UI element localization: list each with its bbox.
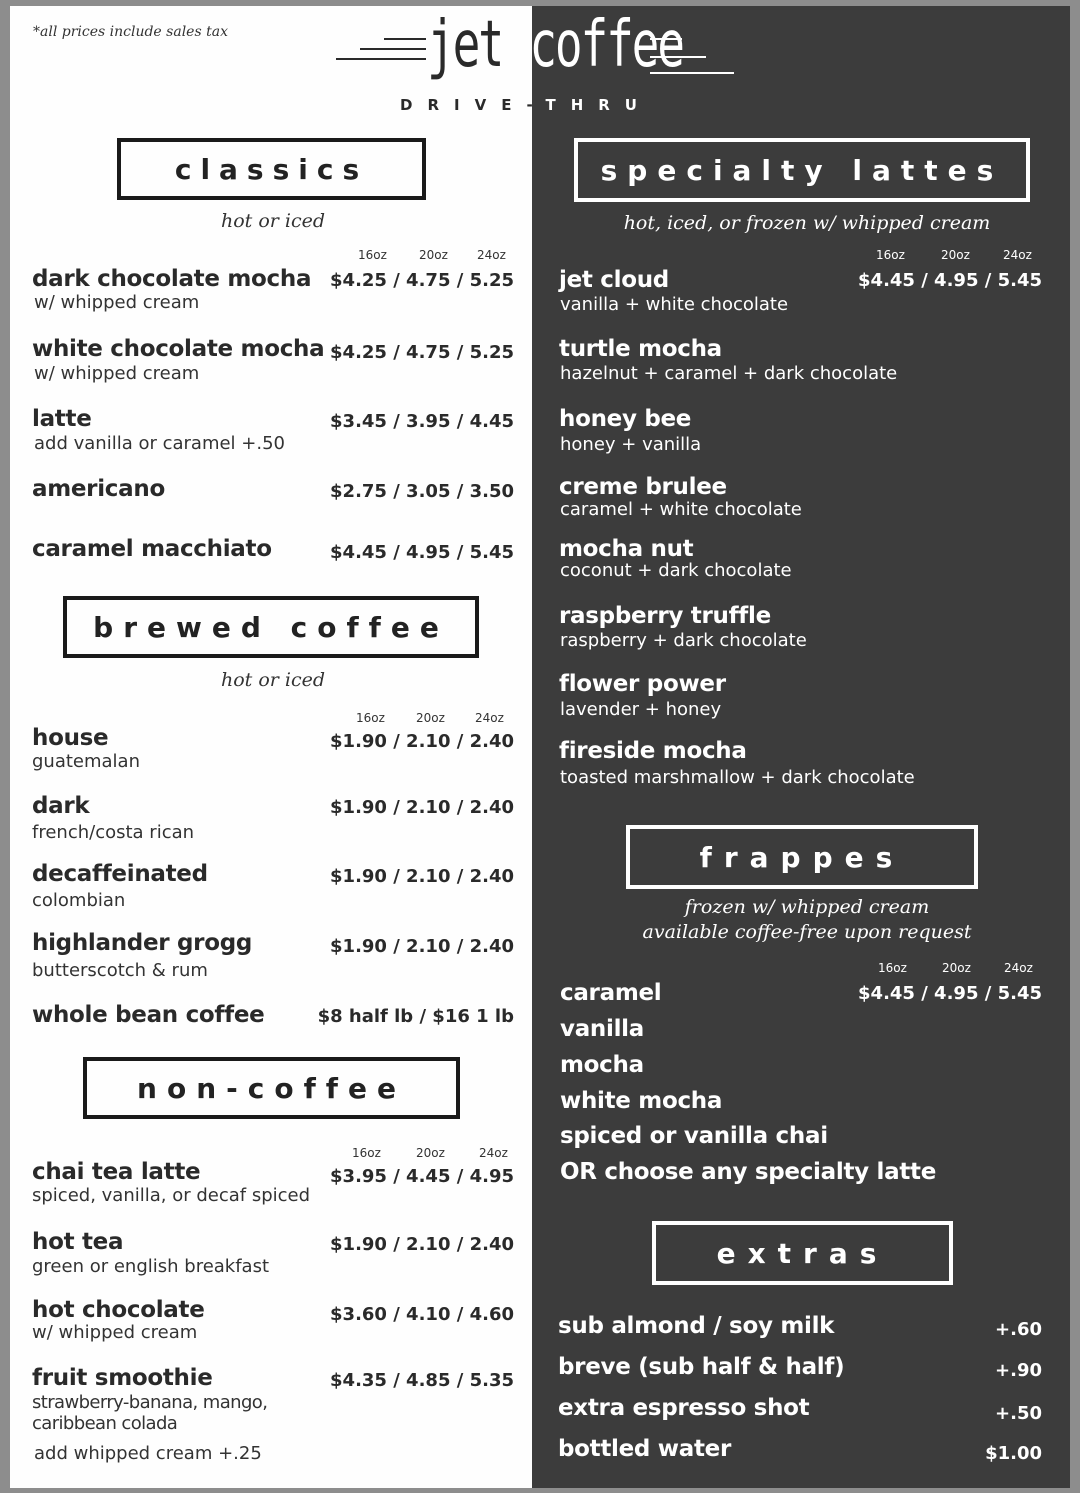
- menu-item-desc: caribbean colada: [32, 1413, 178, 1434]
- menu-item-name: raspberry truffle: [559, 603, 771, 629]
- section-title-non-coffee: non-coffee: [83, 1057, 460, 1119]
- menu-item-name: latte: [32, 406, 92, 432]
- menu-item-name: turtle mocha: [559, 336, 722, 362]
- menu-item-name: OR choose any specialty latte: [560, 1159, 937, 1185]
- menu-item-desc: hazelnut + caramel + dark chocolate: [560, 363, 898, 384]
- menu-item-name: breve (sub half & half): [558, 1354, 845, 1380]
- menu-item-price: +.60: [995, 1319, 1042, 1340]
- menu-item-desc: coconut + dark chocolate: [560, 560, 792, 581]
- menu-item-price: $4.25 / 4.75 / 5.25: [330, 342, 514, 363]
- menu-item-price: $1.90 / 2.10 / 2.40: [330, 1234, 514, 1255]
- menu-item-name: flower power: [559, 671, 726, 697]
- menu-item-name: hot chocolate: [32, 1297, 205, 1323]
- logo-speed-line: [360, 48, 426, 50]
- menu-item-name: hot tea: [32, 1229, 124, 1255]
- section-subtitle: frozen w/ whipped cream: [684, 896, 930, 918]
- menu-item-name: fruit smoothie: [32, 1365, 213, 1391]
- section-subtitle: available coffee-free upon request: [642, 921, 972, 943]
- menu-item-name: dark: [32, 793, 90, 819]
- specialty-price: $4.45 / 4.95 / 5.45: [858, 270, 1042, 291]
- frappes-price: $4.45 / 4.95 / 5.45: [858, 983, 1042, 1004]
- menu-board: *all prices include sales tax jet coffee DRIVE-THRU classics hot or iced 16oz 20oz 24oz dark chocolate mocha w/ whipped cream $4.25 / 4.75 / 5.25 white chocolate mocha w/ whipped cream $4.25 / 4.75 / 5.25 latte add vanilla or caramel +.50 $3.45 / 3.95 / 4.45 americano $2.75 / 3.05 / 3.50 caramel macchiato $4.45 / 4.95 / 5.45 brewed coffee hot or iced 16oz 20oz 24oz house guatemalan $1.90 / 2.10 / 2.40 dark french/costa rican $1.90 / 2.10 / 2.40 decaffeinated colombian $1.90 / 2.10 / 2.40 highlander grogg butterscotch & rum $1.90 / 2.10 / 2.40 whole bean coffee $8 half lb / $16 1 lb non-coffee 16oz 20oz 24oz chai tea latte spiced, vanilla, or decaf spiced $3.95 / 4.45 / 4.95 hot tea green or english breakfast $1.90 / 2.10 / 2.40 hot chocolate w/ whipped cream $3.60 / 4.10 / 4.60 fruit smoothie strawberry-banana, mango, caribbean colada add whipped cream +.25 $4.35 / 4.85 / 5.35 specialty lattes hot, iced, or frozen w/ whipped cream 16oz 20oz 24oz $4.45 / 4.95 / 5.45 jet cloud vanilla + white chocolate turtle mocha hazelnut + caramel + dark chocolate honey bee honey + vanilla creme brulee caramel + white chocolate mocha nut coconut + dark chocolate raspberry truffle raspberry + dark chocolate flower power lavender + honey fireside mocha toasted marshmallow + dark chocolate frappes frozen w/ whipped cream available coffee-free upon request 16oz 20oz 24oz $4.45 / 4.95 / 5.45 caramel vanilla mocha white mocha spiced or vanilla chai OR choose any specialty latte extras sub almond / soy milk +.60 breve (sub half & half) +.90 extra espresso shot +.50 bottled water $1.00: [0, 0, 1080, 1493]
- menu-item-desc: colombian: [32, 890, 126, 911]
- section-title-classics: classics: [117, 138, 426, 200]
- menu-item-desc: vanilla + white chocolate: [560, 294, 789, 315]
- menu-item-desc: lavender + honey: [560, 699, 722, 720]
- menu-item-name: extra espresso shot: [558, 1395, 810, 1421]
- menu-item-price: $3.95 / 4.45 / 4.95: [330, 1166, 514, 1187]
- menu-item-price: +.90: [995, 1360, 1042, 1381]
- section-title-brewed-coffee: brewed coffee: [63, 596, 479, 658]
- tax-note: *all prices include sales tax: [33, 24, 228, 40]
- menu-item-name: house: [32, 725, 109, 751]
- menu-item-price: $1.90 / 2.10 / 2.40: [330, 797, 514, 818]
- logo-speed-line: [336, 58, 426, 60]
- menu-item-name: chai tea latte: [32, 1159, 201, 1185]
- menu-item-name: caramel: [560, 980, 662, 1006]
- menu-item-note: add whipped cream +.25: [34, 1443, 262, 1464]
- menu-item-price: +.50: [995, 1403, 1042, 1424]
- brand-tagline: DRIVE-THRU: [400, 96, 680, 114]
- menu-item-desc: add vanilla or caramel +.50: [34, 433, 285, 454]
- logo-speed-line: [384, 38, 426, 40]
- section-title-extras: extras: [652, 1221, 953, 1285]
- menu-item-price: $3.45 / 3.95 / 4.45: [330, 411, 514, 432]
- menu-item-price: $2.75 / 3.05 / 3.50: [330, 481, 514, 502]
- menu-item-price: $4.25 / 4.75 / 5.25: [330, 270, 514, 291]
- section-subtitle: hot, iced, or frozen w/ whipped cream: [623, 212, 991, 234]
- menu-item-price: $4.45 / 4.95 / 5.45: [330, 542, 514, 563]
- menu-item-price: $1.90 / 2.10 / 2.40: [330, 936, 514, 957]
- menu-item-name: mocha nut: [559, 536, 694, 562]
- menu-item-desc: toasted marshmallow + dark chocolate: [560, 767, 915, 788]
- menu-item-name: jet cloud: [559, 267, 669, 293]
- menu-item-name: bottled water: [558, 1436, 732, 1462]
- menu-item-price: $4.35 / 4.85 / 5.35: [330, 1370, 514, 1391]
- menu-item-name: honey bee: [559, 406, 692, 432]
- menu-item-desc: honey + vanilla: [560, 434, 702, 455]
- menu-item-desc: spiced, vanilla, or decaf spiced: [32, 1185, 311, 1206]
- menu-item-desc: butterscotch & rum: [32, 960, 208, 981]
- menu-item-name: fireside mocha: [559, 738, 747, 764]
- menu-item-name: sub almond / soy milk: [558, 1313, 835, 1339]
- menu-item-desc: w/ whipped cream: [34, 363, 200, 384]
- menu-item-desc: green or english breakfast: [32, 1256, 270, 1277]
- menu-item-name: creme brulee: [559, 474, 727, 500]
- menu-item-desc: french/costa rican: [32, 822, 195, 843]
- menu-item-desc: strawberry-banana, mango,: [32, 1392, 268, 1413]
- menu-item-name: decaffeinated: [32, 861, 208, 887]
- menu-item-price: $1.90 / 2.10 / 2.40: [330, 866, 514, 887]
- menu-item-name: spiced or vanilla chai: [560, 1123, 828, 1149]
- menu-item-name: white mocha: [560, 1088, 723, 1114]
- section-subtitle: hot or iced: [220, 669, 326, 691]
- menu-item-name: highlander grogg: [32, 930, 253, 956]
- menu-item-price: $1.90 / 2.10 / 2.40: [330, 731, 514, 752]
- menu-item-name: caramel macchiato: [32, 536, 272, 562]
- menu-item-desc: raspberry + dark chocolate: [560, 630, 807, 651]
- section-subtitle: hot or iced: [220, 210, 326, 232]
- brand-name: jet coffee: [427, 2, 683, 88]
- menu-item-desc: w/ whipped cream: [32, 1322, 198, 1343]
- menu-item-desc: guatemalan: [32, 751, 140, 772]
- menu-item-price: $3.60 / 4.10 / 4.60: [330, 1304, 514, 1325]
- menu-item-desc: caramel + white chocolate: [560, 499, 802, 520]
- menu-item-name: white chocolate mocha: [32, 336, 325, 362]
- menu-item-price: $1.00: [985, 1443, 1042, 1464]
- section-title-specialty-lattes: specialty lattes: [574, 138, 1030, 202]
- menu-item-price: $8 half lb / $16 1 lb: [317, 1006, 514, 1027]
- menu-item-desc: w/ whipped cream: [34, 292, 200, 313]
- menu-item-name: whole bean coffee: [32, 1002, 265, 1028]
- menu-item-name: mocha: [560, 1052, 644, 1078]
- menu-item-name: dark chocolate mocha: [32, 266, 312, 292]
- section-title-frappes: frappes: [626, 825, 978, 889]
- menu-item-name: americano: [32, 476, 165, 502]
- menu-item-name: vanilla: [560, 1016, 644, 1042]
